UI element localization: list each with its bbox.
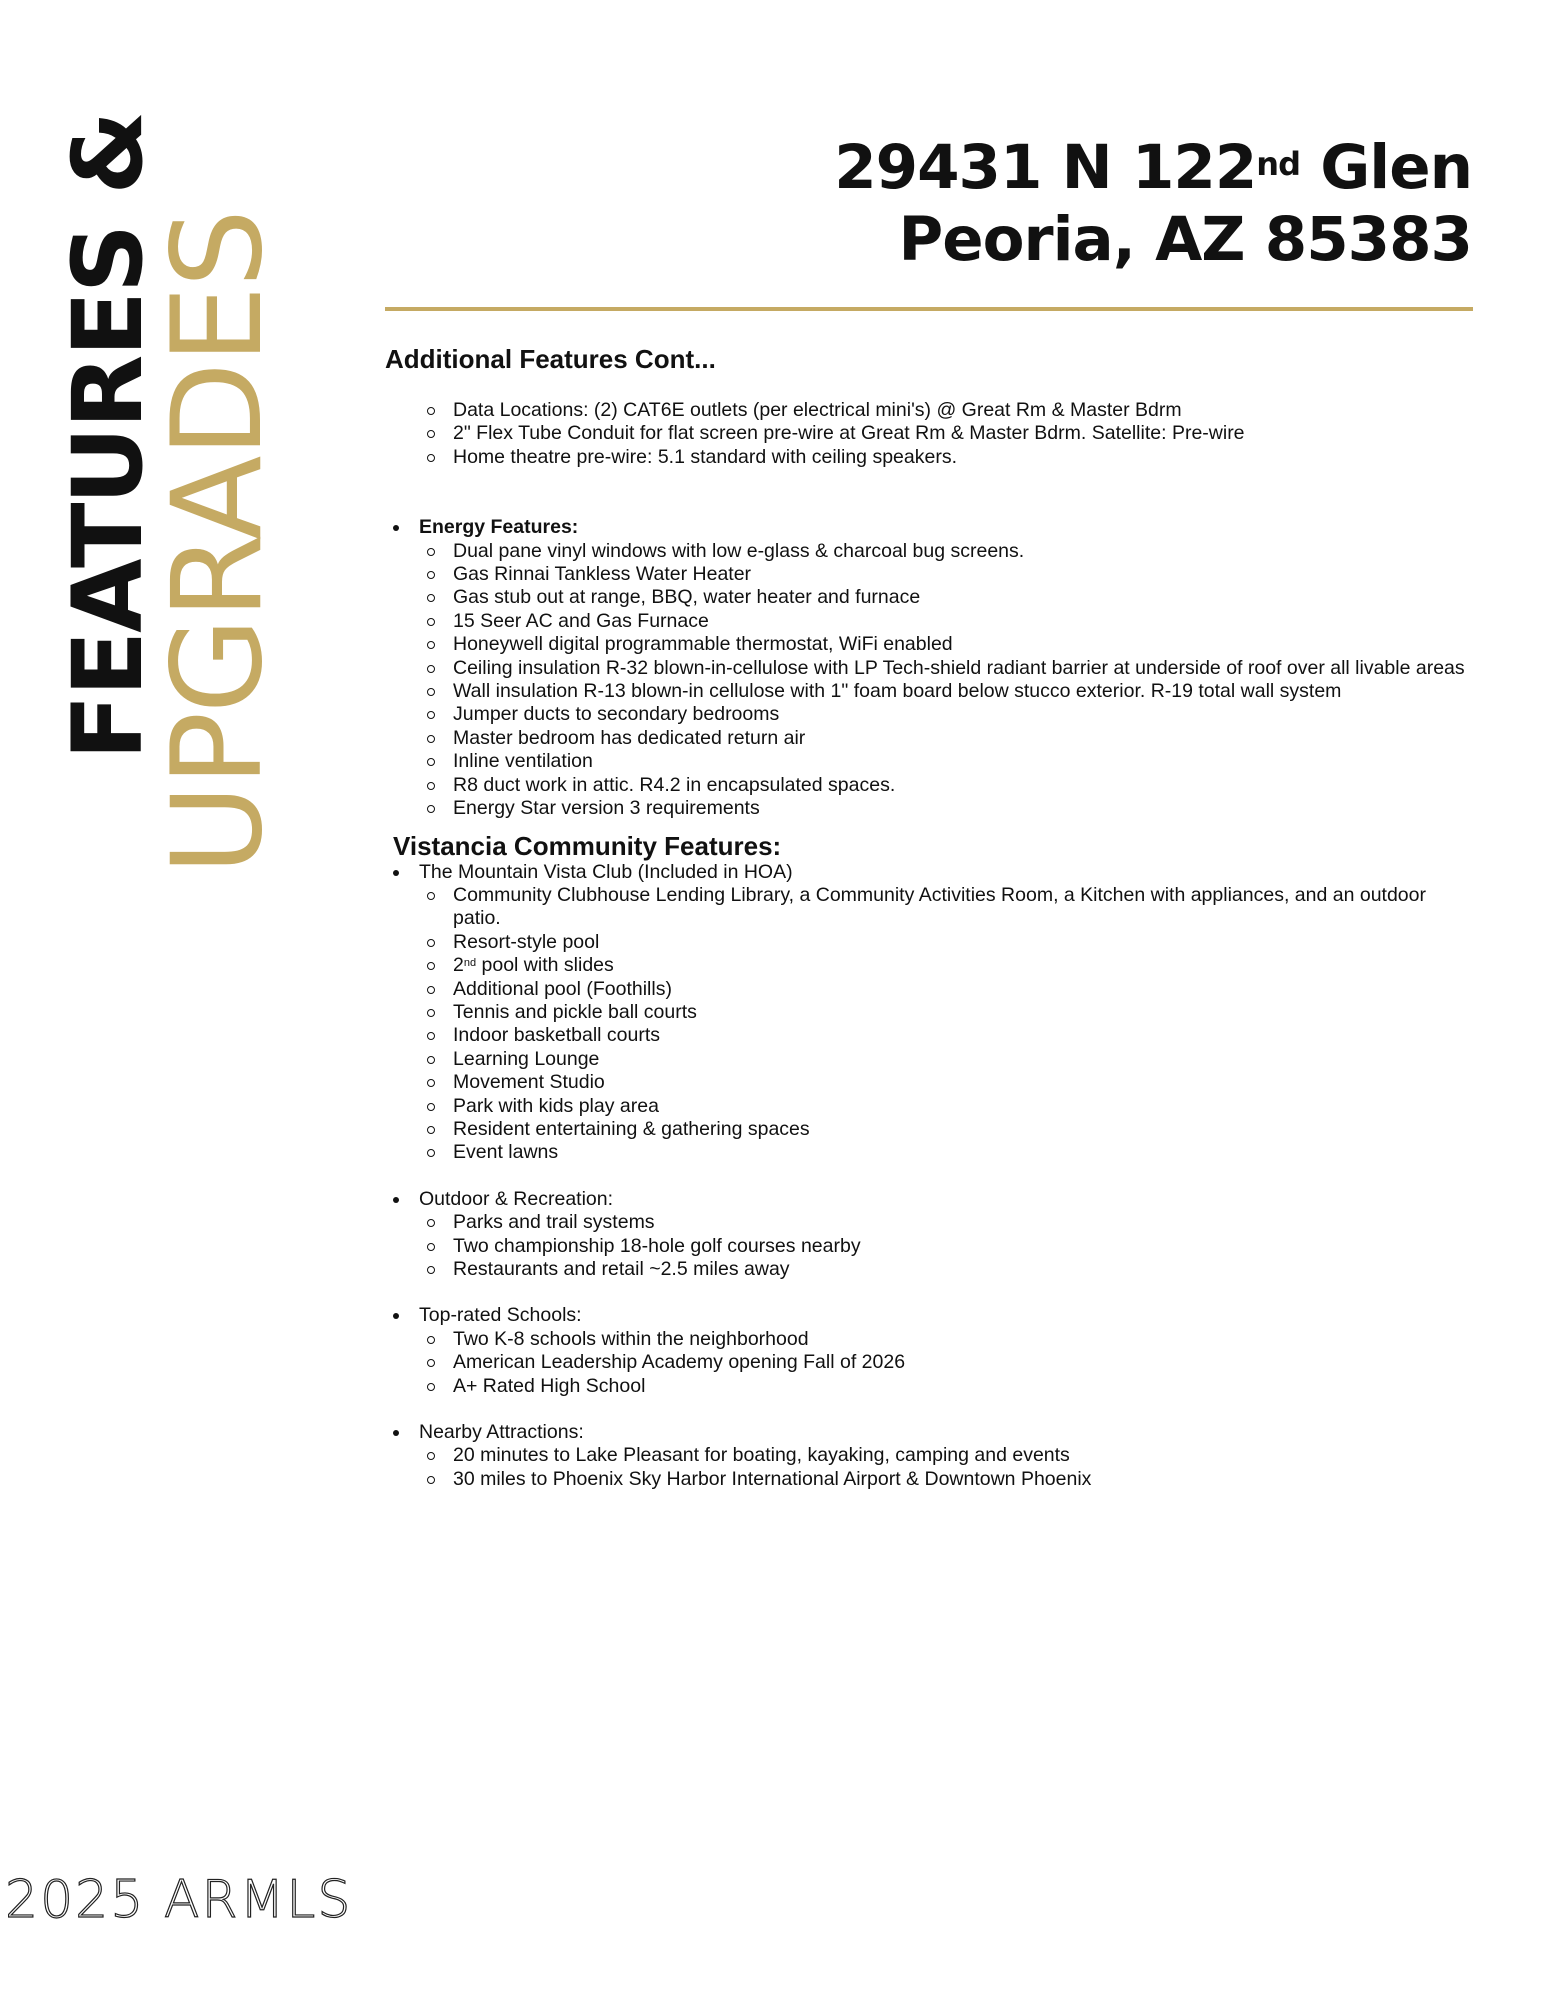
attractions-heading: Nearby Attractions: — [419, 1421, 1475, 1444]
list-item: Gas Rinnai Tankless Water Heater — [419, 563, 1475, 586]
list-item: Wall insulation R-13 blown-in cellulose with 1" foam board below stucco exterior. R-19 total wall system — [419, 680, 1475, 703]
list-item: Dual pane vinyl windows with low e-glass & charcoal bug screens. — [419, 540, 1475, 563]
list-item: R8 duct work in attic. R4.2 in encapsulated spaces. — [419, 774, 1475, 797]
list-item: American Leadership Academy opening Fall of 2026 — [419, 1351, 1475, 1374]
title-features: FEATURES & — [52, 112, 164, 760]
club-heading: The Mountain Vista Club (Included in HOA) — [419, 861, 1475, 884]
list-item: 15 Seer AC and Gas Furnace — [419, 610, 1475, 633]
vertical-title — [52, 65, 290, 875]
list-item: 2nd pool with slides — [419, 954, 1475, 977]
list-item: Energy Star version 3 requirements — [419, 797, 1475, 820]
outdoor-list — [419, 1211, 1475, 1281]
list-item: Parks and trail systems — [419, 1211, 1475, 1234]
community-features — [385, 861, 1475, 1492]
schools-list — [419, 1328, 1475, 1398]
list-item: Resort-style pool — [419, 931, 1475, 954]
list-item: Two championship 18-hole golf courses nearby — [419, 1235, 1475, 1258]
list-item: Ceiling insulation R-32 blown-in-cellulose with LP Tech-shield radiant barrier at underside of roof over all livable areas — [419, 657, 1475, 680]
energy-heading: Energy Features: — [419, 516, 1475, 539]
outdoor-heading: Outdoor & Recreation: — [419, 1188, 1475, 1211]
address-city: Peoria, AZ 85383 — [898, 204, 1472, 275]
list-item: 20 minutes to Lake Pleasant for boating, kayaking, camping and events — [419, 1444, 1475, 1467]
list-item: 2" Flex Tube Conduit for flat screen pre-wire at Great Rm & Master Bdrm. Satellite: Pre-wire — [385, 422, 1475, 445]
copyright-watermark: 2025 ARMLS — [5, 1870, 353, 1930]
list-item: Inline ventilation — [419, 750, 1475, 773]
list-item: Additional pool (Foothills) — [419, 978, 1475, 1001]
list-item: Honeywell digital programmable thermostat, WiFi enabled — [419, 633, 1475, 656]
list-item: Tennis and pickle ball courts — [419, 1001, 1475, 1024]
section-title-community: Vistancia Community Features: — [393, 830, 782, 861]
list-item: Indoor basketball courts — [419, 1024, 1475, 1047]
list-item: Two K-8 schools within the neighborhood — [419, 1328, 1475, 1351]
list-item: Resident entertaining & gathering spaces — [419, 1118, 1475, 1141]
list-item: 30 miles to Phoenix Sky Harbor International Airport & Downtown Phoenix — [419, 1468, 1475, 1491]
club-list — [419, 884, 1475, 1165]
list-item: Learning Lounge — [419, 1048, 1475, 1071]
list-item: Park with kids play area — [419, 1095, 1475, 1118]
list-item: Movement Studio — [419, 1071, 1475, 1094]
section-title-additional: Additional Features Cont... — [385, 344, 716, 374]
additional-features-list — [385, 399, 1475, 469]
gold-divider — [385, 307, 1473, 311]
list-item: Master bedroom has dedicated return air — [419, 727, 1475, 750]
address-street: 29431 N 122nd Glen — [834, 132, 1472, 203]
list-item: Gas stub out at range, BBQ, water heater and furnace — [419, 586, 1475, 609]
list-item: Event lawns — [419, 1141, 1475, 1164]
energy-features — [385, 516, 1475, 820]
list-item: Jumper ducts to secondary bedrooms — [419, 703, 1475, 726]
list-item: Restaurants and retail ~2.5 miles away — [419, 1258, 1475, 1281]
list-item: A+ Rated High School — [419, 1375, 1475, 1398]
title-upgrades: UPGRADES — [146, 210, 290, 875]
property-address — [834, 132, 1472, 276]
list-item: Home theatre pre-wire: 5.1 standard with ceiling speakers. — [385, 446, 1475, 469]
list-item: Data Locations: (2) CAT6E outlets (per electrical mini's) @ Great Rm & Master Bdrm — [385, 399, 1475, 422]
features-content — [385, 342, 1475, 1491]
schools-heading: Top-rated Schools: — [419, 1304, 1475, 1327]
attractions-list — [419, 1444, 1475, 1491]
energy-features-list — [419, 540, 1475, 821]
list-item: Community Clubhouse Lending Library, a Community Activities Room, a Kitchen with appliances, and an outdoor patio. — [419, 884, 1475, 931]
